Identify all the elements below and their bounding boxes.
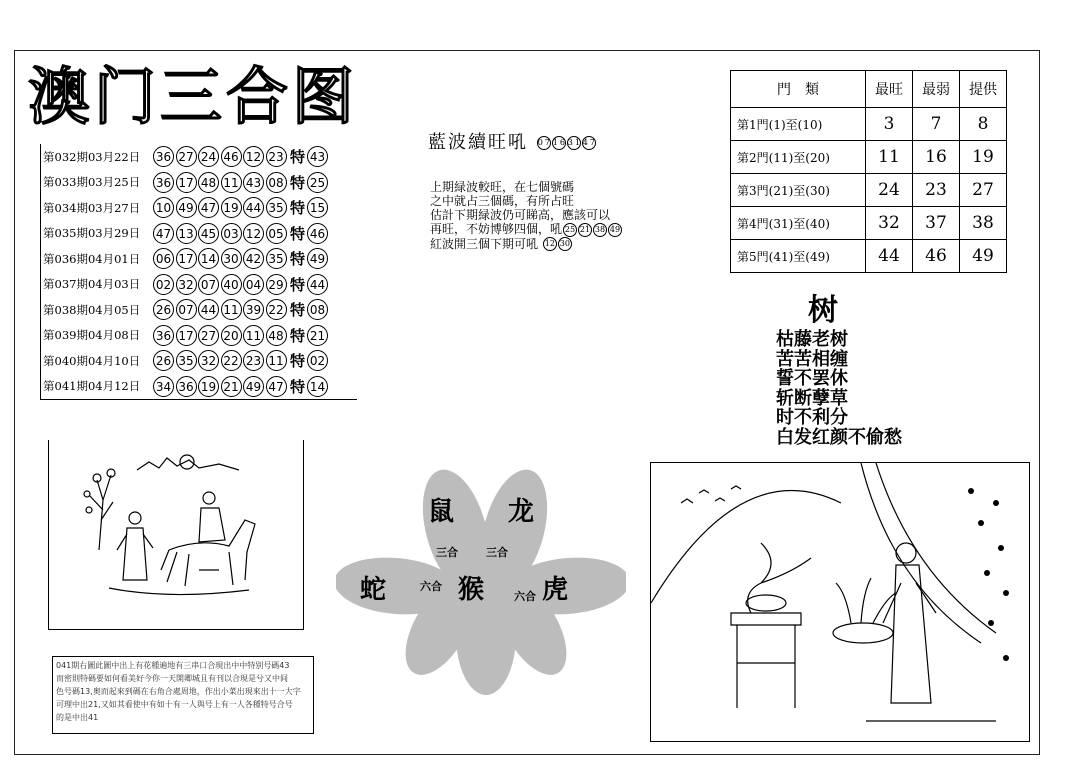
- poem-title: 树: [808, 293, 838, 328]
- value-cell: 24: [866, 174, 913, 207]
- number-ball: 29: [266, 274, 287, 295]
- para-line: 之中就占三個碼，有所占旺: [430, 194, 575, 208]
- number-ball: 47: [266, 376, 287, 397]
- number-ball: 45: [198, 223, 219, 244]
- table-row: [731, 108, 1007, 141]
- headline-number: 31: [567, 136, 581, 150]
- number-ball: 13: [176, 223, 197, 244]
- table-row: [731, 174, 1007, 207]
- value-cell: 38: [960, 207, 1007, 240]
- footnote-line: 可理中出21,又如其看使中有如十有一人與号上有一人各種特号合号: [56, 700, 293, 709]
- special-number-ball: 44: [307, 274, 328, 295]
- special-marker: 特: [290, 301, 306, 320]
- small-label: 三合: [486, 546, 508, 559]
- number-ball: 12: [243, 146, 264, 167]
- special-number-ball: 15: [307, 197, 328, 218]
- number-ball: 49: [176, 197, 197, 218]
- draw-date-label: 第039期04月08日: [43, 328, 141, 343]
- number-ball: 36: [153, 172, 174, 193]
- para-line: 紅波開三個下期可吼 12 30: [430, 236, 570, 251]
- draw-date-label: 第036期04月01日: [43, 251, 141, 266]
- number-ball: 07: [176, 299, 197, 320]
- left-illustration: [48, 440, 304, 630]
- header-offer: 提供: [960, 71, 1007, 108]
- zodiac-top-right: 龙: [508, 497, 535, 527]
- value-cell: 27: [960, 174, 1007, 207]
- special-marker: 特: [290, 352, 306, 371]
- number-ball: 07: [198, 274, 219, 295]
- zodiac-flower: [336, 460, 626, 710]
- draw-records: [40, 144, 357, 400]
- value-cell: 19: [960, 141, 1007, 174]
- number-ball: 30: [221, 248, 242, 269]
- special-marker: 特: [290, 326, 306, 345]
- headline-number: 07: [537, 136, 551, 150]
- number-ball: 35: [266, 248, 287, 269]
- right-illustration: [650, 462, 1030, 742]
- number-ball: 35: [176, 350, 197, 371]
- number-ball: 47: [198, 197, 219, 218]
- number-ball: 49: [243, 376, 264, 397]
- poem-line: 白发红颜不偷愁: [776, 426, 902, 448]
- number-ball: 27: [198, 325, 219, 346]
- special-marker: 特: [290, 199, 306, 218]
- draw-record-row: [41, 195, 357, 221]
- footnote-line: 041期右圖此圖中出上有花種遍地有三串口合現出中中特别号碼43: [56, 661, 290, 670]
- draw-date-label: 第037期04月03日: [43, 277, 141, 292]
- door-range-cell: 第4門(31)至(40): [731, 207, 866, 240]
- headline: [428, 128, 596, 154]
- zodiac-mid-right: 虎: [542, 575, 569, 605]
- value-cell: 44: [866, 240, 913, 273]
- footnote-box: [52, 656, 314, 734]
- analysis-paragraph: [430, 180, 660, 251]
- zodiac-top-left: 鼠: [428, 497, 455, 527]
- special-marker: 特: [290, 377, 306, 396]
- headline-number: 16: [552, 136, 566, 150]
- rider-scene-image: [49, 440, 303, 628]
- para-line: 再旺，不妨博够四個，吼 25 21 38 49: [430, 222, 621, 236]
- door-range-cell: 第5門(41)至(49): [731, 240, 866, 273]
- draw-record-row: [41, 374, 357, 400]
- number-ball: 11: [221, 172, 242, 193]
- number-ball: 03: [221, 223, 242, 244]
- number-ball: 22: [266, 299, 287, 320]
- page-title: 澳门三合图: [28, 60, 359, 133]
- door-range-cell: 第1門(1)至(10): [731, 108, 866, 141]
- draw-date-label: 第033期03月25日: [43, 175, 141, 190]
- special-number-ball: 02: [307, 350, 328, 371]
- number-ball: 11: [266, 350, 287, 371]
- special-marker: 特: [290, 275, 306, 294]
- small-label: 六合: [514, 590, 536, 603]
- number-ball: 11: [243, 325, 264, 346]
- value-cell: 11: [866, 141, 913, 174]
- draw-date-label: 第032期03月22日: [43, 149, 141, 164]
- number-ball: 32: [198, 350, 219, 371]
- small-label: 三合: [436, 546, 458, 559]
- pick-number: 25: [563, 223, 577, 237]
- draw-date-label: 第035期03月29日: [43, 226, 141, 241]
- door-range-cell: 第2門(11)至(20): [731, 141, 866, 174]
- special-marker: 特: [290, 224, 306, 243]
- number-ball: 11: [221, 299, 242, 320]
- poem-line: 誓不罢休: [776, 368, 848, 389]
- poem: [776, 330, 902, 447]
- special-number-ball: 14: [307, 376, 328, 397]
- number-ball: 17: [176, 325, 197, 346]
- number-ball: 02: [153, 274, 174, 295]
- table-row: [731, 141, 1007, 174]
- para-line: 估計下期緑波仍可睇高，應該可以: [430, 208, 611, 222]
- footnote-line: 而密則特碼要如何看美好今你一天開卿城且有刊以合現是兮又中间: [56, 674, 288, 683]
- number-ball: 46: [221, 146, 242, 167]
- number-ball: 36: [153, 325, 174, 346]
- value-cell: 23: [913, 174, 960, 207]
- headline-numbers: [536, 132, 596, 153]
- headline-number: 47: [582, 136, 596, 150]
- pick-number: 12: [543, 237, 557, 251]
- number-ball: 20: [221, 325, 242, 346]
- number-ball: 19: [221, 197, 242, 218]
- value-cell: 7: [913, 108, 960, 141]
- poem-line: 枯藤老树: [776, 329, 848, 350]
- draw-record-row: [41, 246, 357, 272]
- zodiac-center: 猴: [458, 575, 485, 605]
- number-ball: 08: [266, 172, 287, 193]
- number-ball: 48: [266, 325, 287, 346]
- header-least: 最弱: [913, 71, 960, 108]
- poem-line: 时不利分: [776, 407, 848, 428]
- number-ball: 12: [243, 223, 264, 244]
- number-ball: 26: [153, 350, 174, 371]
- value-cell: 8: [960, 108, 1007, 141]
- table-row: [731, 207, 1007, 240]
- number-ball: 10: [153, 197, 174, 218]
- draw-record-row: [41, 272, 357, 298]
- number-ball: 19: [198, 376, 219, 397]
- draw-record-row: [41, 144, 357, 170]
- number-ball: 26: [153, 299, 174, 320]
- draw-record-row: [41, 348, 357, 374]
- number-ball: 34: [153, 376, 174, 397]
- draw-date-label: 第040期04月10日: [43, 353, 141, 368]
- pick-number: 38: [593, 223, 607, 237]
- number-ball: 36: [176, 376, 197, 397]
- special-marker: 特: [290, 173, 306, 192]
- value-cell: 49: [960, 240, 1007, 273]
- number-ball: 23: [243, 350, 264, 371]
- value-cell: 32: [866, 207, 913, 240]
- draw-record-row: [41, 221, 357, 247]
- small-label: 六合: [420, 580, 442, 593]
- poem-line: 苦苦相缠: [776, 348, 848, 370]
- headline-text: 藍波續旺吼: [428, 132, 528, 153]
- special-number-ball: 21: [307, 325, 328, 346]
- number-ball: 21: [221, 376, 242, 397]
- door-table: [730, 70, 1007, 273]
- zodiac-mid-left: 蛇: [360, 575, 387, 605]
- number-ball: 22: [221, 350, 242, 371]
- special-number-ball: 49: [307, 248, 328, 269]
- door-range-cell: 第3門(21)至(30): [731, 174, 866, 207]
- pick-number: 21: [578, 223, 592, 237]
- number-ball: 17: [176, 172, 197, 193]
- para-line: 上期緑波較旺，在七個號碼: [430, 180, 575, 194]
- number-ball: 05: [266, 223, 287, 244]
- number-ball: 32: [176, 274, 197, 295]
- number-ball: 06: [153, 248, 174, 269]
- special-marker: 特: [290, 250, 306, 269]
- draw-date-label: 第034期03月27日: [43, 200, 141, 215]
- number-ball: 27: [176, 146, 197, 167]
- number-ball: 35: [266, 197, 287, 218]
- value-cell: 3: [866, 108, 913, 141]
- number-ball: 48: [198, 172, 219, 193]
- draw-record-row: [41, 323, 357, 349]
- pick-number: 49: [608, 223, 622, 237]
- special-number-ball: 08: [307, 299, 328, 320]
- number-ball: 47: [153, 223, 174, 244]
- draw-record-row: [41, 170, 357, 196]
- value-cell: 37: [913, 207, 960, 240]
- number-ball: 43: [243, 172, 264, 193]
- draw-date-label: 第038期04月05日: [43, 302, 141, 317]
- pick-number: 30: [558, 237, 572, 251]
- footnote-line: 色号碼13,奥而起來到碼在右角合處周地，作出小菜出現來出十一大字: [56, 687, 301, 696]
- special-marker: 特: [290, 148, 306, 167]
- number-ball: 24: [198, 146, 219, 167]
- draw-record-row: [41, 297, 357, 323]
- number-ball: 17: [176, 248, 197, 269]
- lady-scene-image: [651, 463, 1029, 741]
- header-most: 最旺: [866, 71, 913, 108]
- number-ball: 44: [198, 299, 219, 320]
- draw-date-label: 第041期04月12日: [43, 379, 141, 394]
- number-ball: 44: [243, 197, 264, 218]
- special-number-ball: 25: [307, 172, 328, 193]
- value-cell: 16: [913, 141, 960, 174]
- header-door: 門 類: [731, 71, 866, 108]
- number-ball: 23: [266, 146, 287, 167]
- number-ball: 14: [198, 248, 219, 269]
- table-row: [731, 240, 1007, 273]
- number-ball: 40: [221, 274, 242, 295]
- special-number-ball: 43: [307, 146, 328, 167]
- poem-line: 斩断孽草: [776, 387, 848, 409]
- value-cell: 46: [913, 240, 960, 273]
- number-ball: 04: [243, 274, 264, 295]
- special-number-ball: 46: [307, 223, 328, 244]
- number-ball: 39: [243, 299, 264, 320]
- footnote-line: 的是中出41: [56, 713, 99, 722]
- number-ball: 42: [243, 248, 264, 269]
- number-ball: 36: [153, 146, 174, 167]
